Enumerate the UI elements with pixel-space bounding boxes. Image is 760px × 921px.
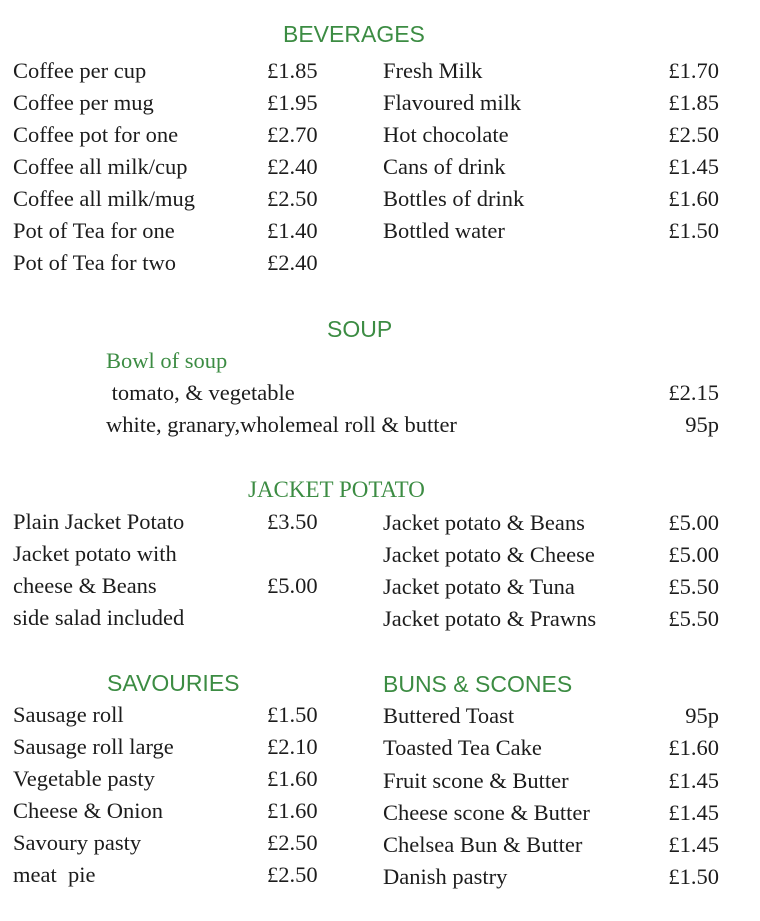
item-name: Jacket potato & Cheese [383,542,595,567]
item-name: Sausage roll [13,702,124,727]
item-name: Coffee pot for one [13,122,179,147]
item-name: Danish pastry [383,864,508,889]
item-price: £5.00 [267,573,318,598]
menu-item [13,795,333,827]
item-name: Sausage roll large [13,734,174,759]
item-name: Jacket potato with [13,541,177,566]
item-name: Cheese scone & Butter [383,800,590,825]
menu-item-line [13,602,333,634]
item-name: Coffee all milk/cup [13,154,188,179]
soup-heading: SOUP [327,316,393,342]
item-name: Savoury pasty [13,830,142,855]
menu-item [13,763,333,795]
item-price: 95p [685,412,719,437]
item-name: Fresh Milk [383,58,483,83]
menu-item [383,571,719,603]
item-price: £1.70 [668,58,719,83]
menu-item [383,55,719,87]
item-price: £2.50 [668,122,719,147]
menu-item [13,151,333,183]
item-price: £1.45 [668,768,719,793]
menu-item [383,539,719,571]
item-name: Jacket potato & Tuna [383,574,575,599]
item-price: £2.70 [267,122,318,147]
item-name: Hot chocolate [383,122,509,147]
item-name: Coffee per mug [13,90,154,115]
menu-item [13,55,333,87]
menu-item [383,700,719,732]
item-name: Flavoured milk [383,90,522,115]
item-name: Cans of drink [383,154,506,179]
item-name: Cheese & Onion [13,798,163,823]
item-price: £1.85 [668,90,719,115]
item-name: cheese & Beans [13,573,157,598]
item-name: Plain Jacket Potato [13,509,185,534]
item-price: £2.40 [267,154,318,179]
item-name: Toasted Tea Cake [383,735,542,760]
menu-item [106,377,719,409]
item-price: £1.45 [668,800,719,825]
soup-subtitle-text: Bowl of soup [106,348,228,373]
menu-item [383,861,719,893]
menu-item [13,119,333,151]
item-name: Fruit scone & Butter [383,768,569,793]
item-name: Jacket potato & Prawns [383,606,597,631]
item-price: £1.45 [668,832,719,857]
item-name: Vegetable pasty [13,766,155,791]
savouries-heading: SAVOURIES [107,670,240,696]
menu-item [383,732,719,764]
menu-item [13,859,333,891]
item-price: £1.60 [267,798,318,823]
menu-item [383,151,719,183]
beverages-heading: BEVERAGES [283,21,425,47]
item-price: £1.60 [668,186,719,211]
item-price: £2.40 [267,250,318,275]
menu-item [13,183,333,215]
item-price: £5.00 [668,542,719,567]
menu-item [13,731,333,763]
item-price: £2.10 [267,734,318,759]
item-price: £1.60 [668,735,719,760]
item-price: £1.95 [267,90,318,115]
item-name: Bottles of drink [383,186,525,211]
menu-item-line [13,570,333,602]
item-price: £1.45 [668,154,719,179]
menu-item [13,506,333,538]
menu-item [13,215,333,247]
item-price: £1.50 [668,218,719,243]
menu-item [13,247,333,279]
item-price: £1.60 [267,766,318,791]
item-name: Bottled water [383,218,505,243]
item-price: £1.50 [267,702,318,727]
item-price: £1.50 [668,864,719,889]
menu-item [383,829,719,861]
item-price: £2.50 [267,830,318,855]
soup-subtitle [106,345,406,377]
menu-item [106,409,719,441]
item-name: tomato, & vegetable [106,380,295,405]
menu-item [383,797,719,829]
item-price: £2.15 [668,380,719,405]
menu-item [13,87,333,119]
item-name: Pot of Tea for two [13,250,176,275]
item-price: £5.50 [668,606,719,631]
item-price: £5.50 [668,574,719,599]
item-name: Pot of Tea for one [13,218,175,243]
item-name: Buttered Toast [383,703,515,728]
item-price: £2.50 [267,862,318,887]
menu-item [13,827,333,859]
item-name: white, granary,wholemeal roll & butter [106,412,457,437]
item-price: 95p [685,703,719,728]
item-price: £5.00 [668,510,719,535]
item-price: £2.50 [267,186,318,211]
item-name: Coffee per cup [13,58,147,83]
menu-item [383,603,719,635]
item-price: £1.40 [267,218,318,243]
item-name: Chelsea Bun & Butter [383,832,583,857]
menu-item [383,119,719,151]
menu-item [383,215,719,247]
menu-item [383,87,719,119]
menu-item-line [13,538,333,570]
item-price: £3.50 [267,509,318,534]
jacket-potato-heading: JACKET POTATO [248,477,425,502]
menu-item [13,699,333,731]
item-name: Jacket potato & Beans [383,510,585,535]
menu-item [383,765,719,797]
menu-item [383,507,719,539]
item-name: Coffee all milk/mug [13,186,196,211]
item-name: side salad included [13,605,185,630]
item-name: meat pie [13,862,96,887]
menu-item [383,183,719,215]
buns-scones-heading: BUNS & SCONES [383,671,573,697]
item-price: £1.85 [267,58,318,83]
